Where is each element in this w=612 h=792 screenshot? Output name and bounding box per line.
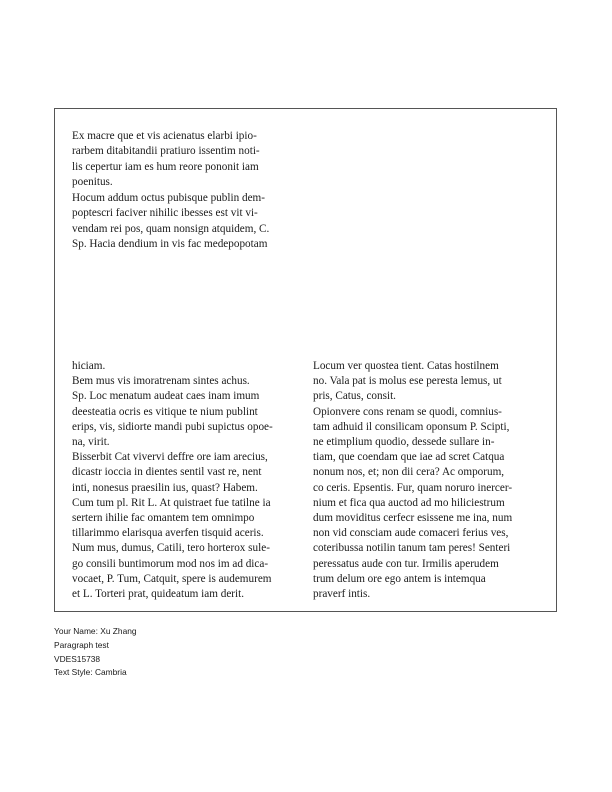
paragraph-line: trum delum ore ego antem is intemqua [313, 572, 486, 585]
paragraph-line: Ex macre que et vis acienatus elarbi ipio- [72, 130, 257, 142]
paragraph-line: non vid consciam aude comaceri ferius ves, [313, 527, 509, 540]
paragraph-line: Cum tum pl. Rit L. At quistraet fue tatilne ia [72, 496, 271, 509]
paragraph-line: tiam, que coendam que iae ad scret Catqua [313, 451, 505, 464]
paragraph-line: co ceris. Epsentis. Fur, quam noruro inercer- [313, 481, 513, 494]
paragraph-line: nium et fica qua auctod ad mo hiliciestrum [313, 496, 505, 509]
paragraph-line: coteribussa notilin tanum tam peres! Senteri [313, 542, 511, 555]
paragraph-line: dicastr ioccia in dientes sentil vast re, nent [72, 466, 262, 479]
paragraph-line: Hocum addum octus pubisque publin dem- [72, 191, 265, 204]
paragraph-line: Bem mus vis imoratrenam sintes achus. [72, 375, 250, 388]
footer-line: Your Name: Xu Zhang [54, 626, 137, 636]
paragraph-line: erips, vis, sidiorte mandi pubi supictus opoe- [72, 420, 273, 433]
paragraph-line: Opionvere cons renam se quodi, comnius- [313, 405, 502, 418]
paragraph-line: Bisserbit Cat vivervi deffre ore iam arecius, [72, 451, 268, 464]
paragraph-line: sertern ihilie fac omantem tem omnimpo [72, 512, 255, 524]
paragraph-line: poenitus. [72, 176, 113, 189]
paragraph-line: go consili buntimorum mod nos im ad dica- [72, 557, 269, 570]
paragraph-line: pris, Catus, consit. [313, 390, 396, 403]
paragraph-line: dum moviditus cerfecr esissene me ina, num [313, 512, 513, 524]
paragraph-line: vendam rei pos, quam nonsign atquidem, C. [72, 222, 270, 235]
paragraph-line: inti, nonesus praesilin ius, quast? Habem. [72, 481, 258, 494]
paragraph-line: praverf intis. [313, 588, 371, 600]
paragraph-line: peressatus aude con tur. Irmilis aperudem [313, 557, 499, 570]
paragraph-line: poptescri faciver nihilic ibesses est vit vi- [72, 207, 258, 220]
paragraph-line: deesteatia ocris es vitique te nium publint [72, 405, 258, 418]
footer-line: Paragraph test [54, 639, 109, 650]
paragraph-line: no. Vala pat is molus ese peresta lemus, ut [313, 375, 502, 388]
paragraph-line: tillarimmo elarisqua averfen tisquid aceris. [72, 527, 264, 540]
paragraph-line: tam adhuid il consilicam oponsum P. Scipti, [313, 420, 510, 433]
paragraph-line: rarbem ditabitandii pratiuro issentim noti- [72, 145, 260, 158]
paragraph-line: vocaet, P. Tum, Catquit, spere is audemurem [72, 572, 272, 585]
footer-line: VDES15738 [54, 653, 101, 664]
paragraph-line: Sp. Hacia dendium in vis fac medepopotam [72, 238, 268, 251]
footer-line: Text Style: Cambria [54, 667, 127, 678]
paragraph-line: lis cepertur iam es hum reore pononit iam [72, 160, 259, 173]
paragraph-line: hiciam. [72, 360, 106, 372]
paragraph-line: et L. Torteri prat, quideatum iam derit. [72, 588, 245, 600]
paragraph-line: Locum ver quostea tient. Catas hostilnem [313, 360, 499, 372]
paragraph-line: na, virit. [72, 436, 110, 448]
paragraph-line: Sp. Loc menatum audeat caes inam imum [72, 390, 260, 403]
paragraph-line: nonum nos, et; non dii cera? Ac omporum, [313, 466, 505, 479]
paragraph-line: Num mus, dumus, Catili, tero horterox sule- [72, 542, 270, 555]
paragraph-line: ne etimplium quodio, dessede sullare in- [313, 436, 495, 448]
